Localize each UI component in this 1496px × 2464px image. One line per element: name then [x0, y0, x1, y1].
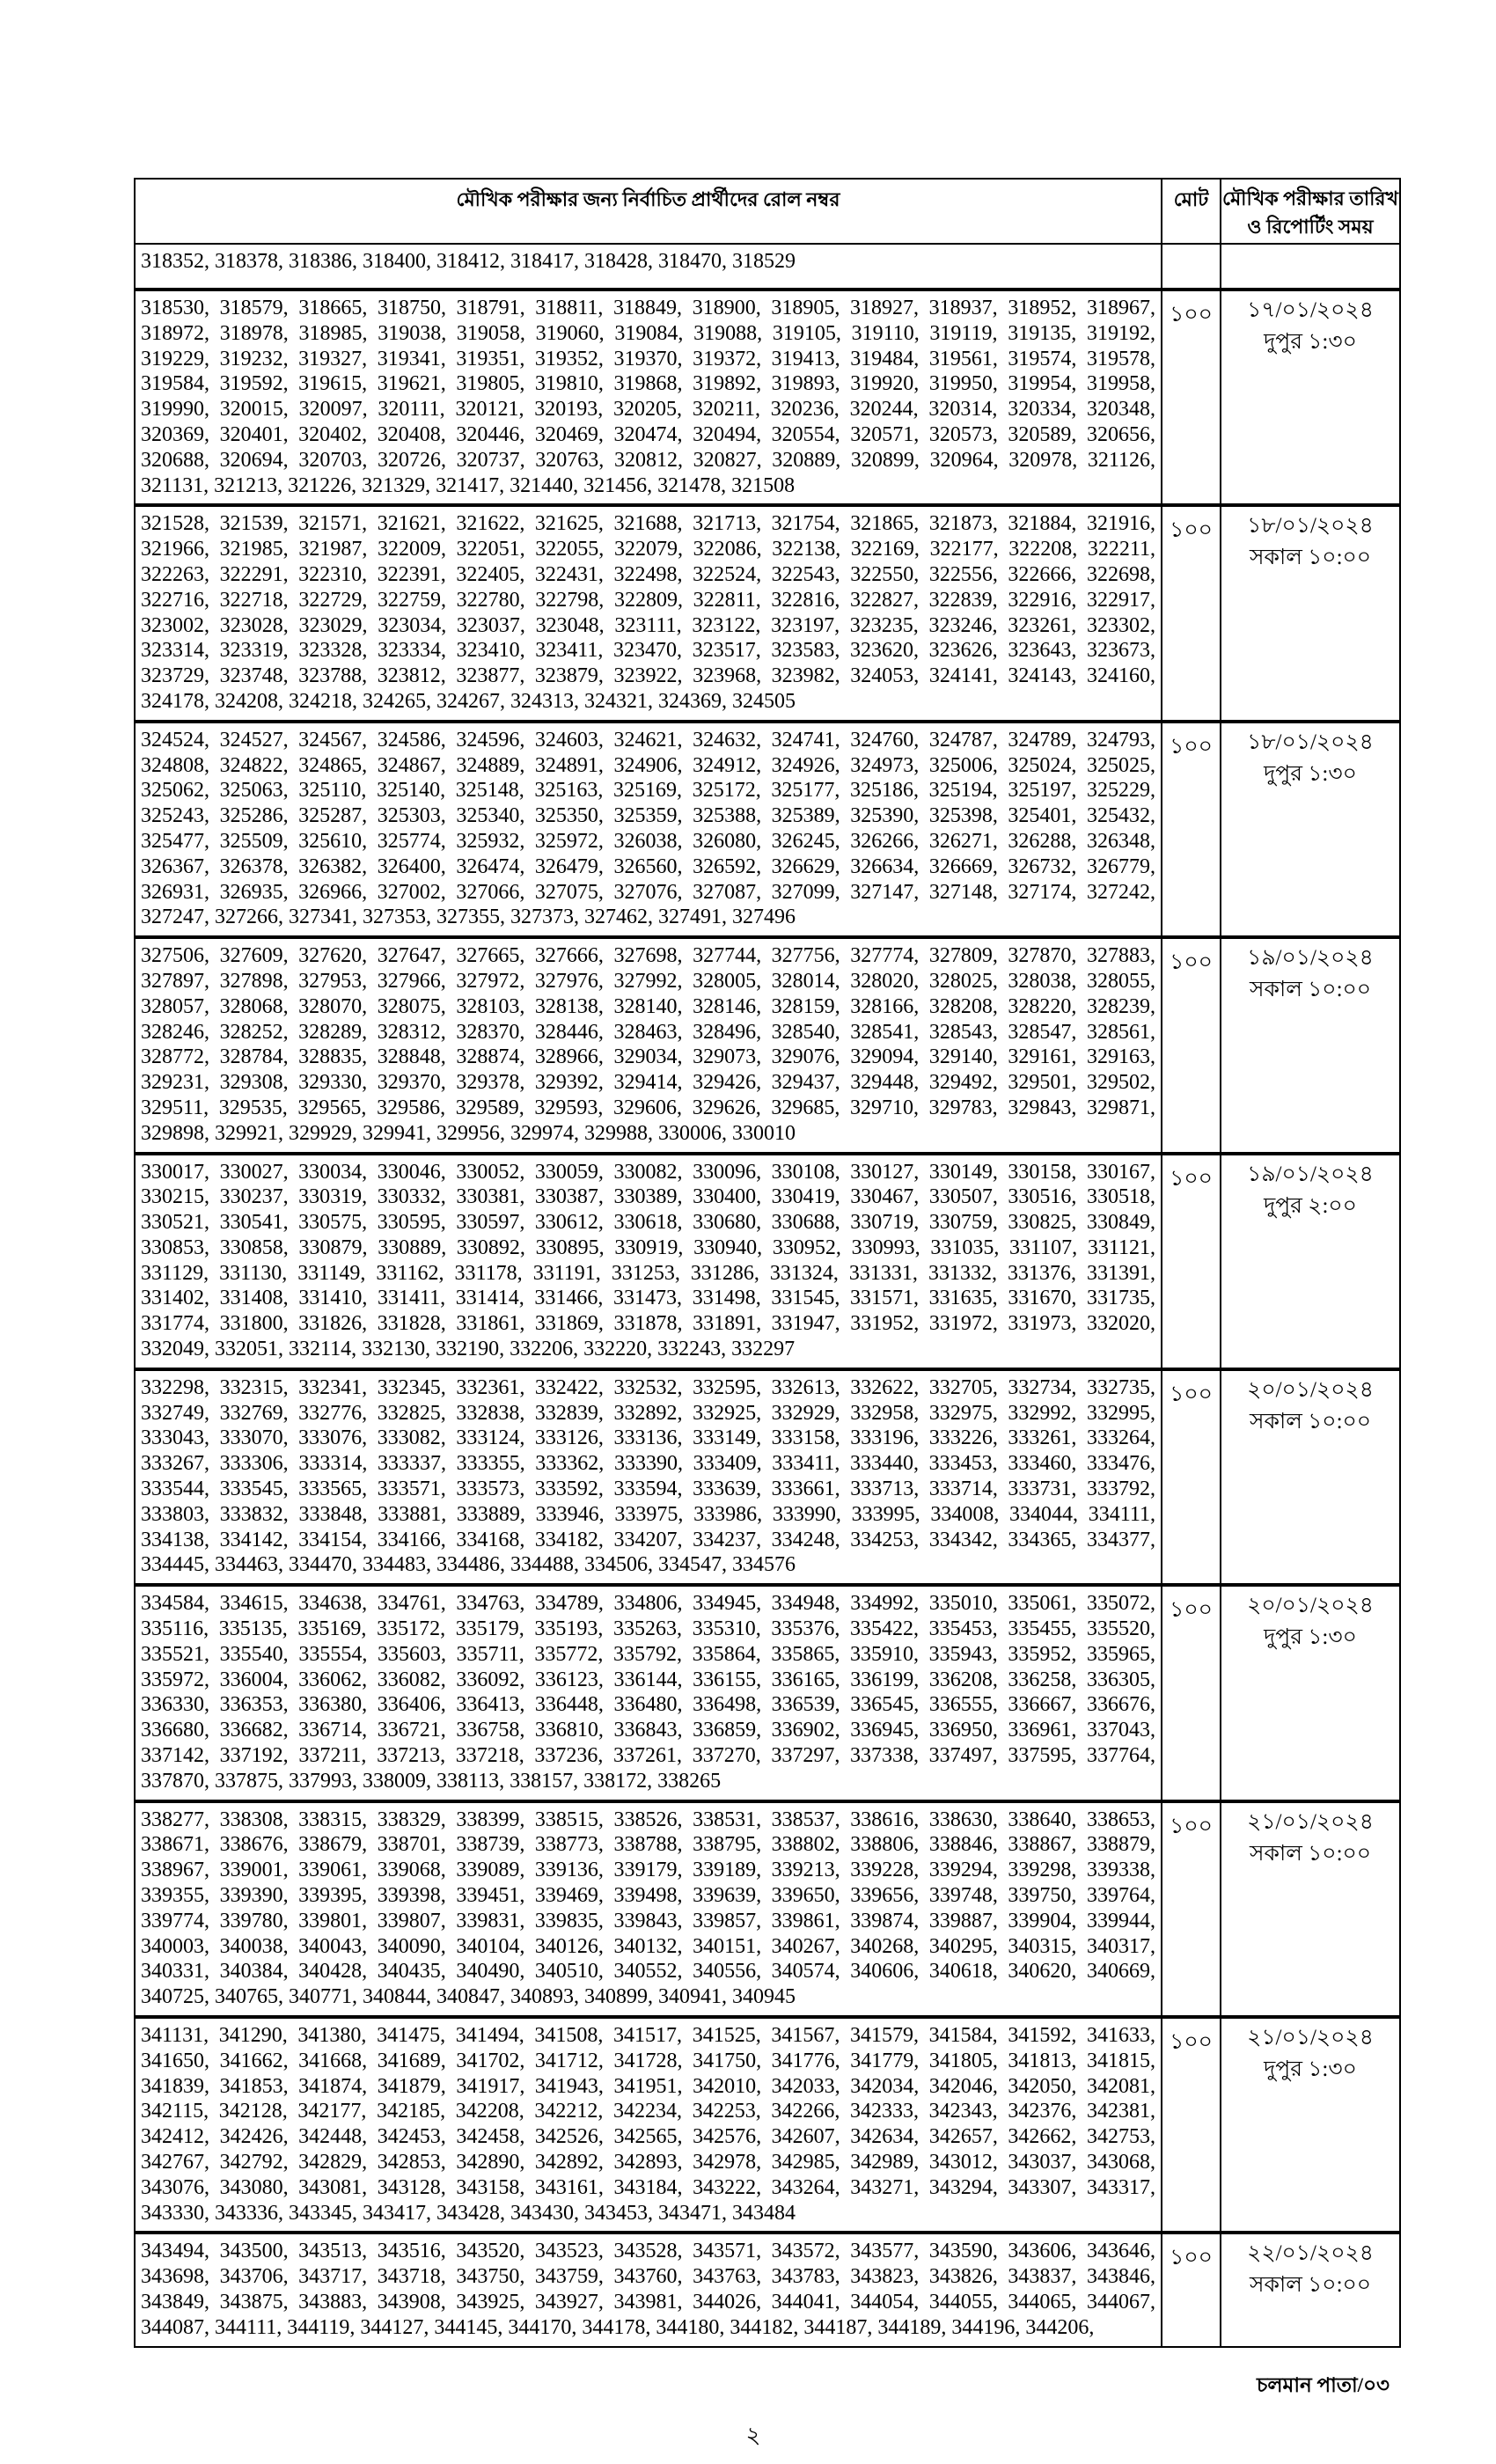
- roll-numbers-cell: 330017, 330027, 330034, 330046, 330052, 330059, 330082, 330096, 330108, 330127, 330149, 330158, 330167, 330215, 330237, 330319, 330332, 330381, 330387, 330389, 330400, 330419, 330467, 330507, 330516, 330518, 330521, 330541, 330575, 330595, 330597, 330612, 330618, 330680, 330688, 330719, 330759, 330825, 330849, 330853, 330858, 330879, 330889, 330892, 330895, 330919, 330940, 330952, 330993, 331035, 331107, 331121, 331129, 331130, 331149, 331162, 331178, 331191, 331253, 331286, 331324, 331331, 331332, 331376, 331391, 331402, 331408, 331410, 331411, 331414, 331466, 331473, 331498, 331545, 331571, 331635, 331670, 331735, 331774, 331800, 331826, 331828, 331861, 331869, 331878, 331891, 331947, 331952, 331972, 331973, 332020, 332049, 332051, 332114, 332130, 332190, 332206, 332220, 332243, 332297: [135, 1154, 1162, 1369]
- interview-date: ২০/০১/২০২৪: [1247, 1594, 1374, 1618]
- interview-date-cell: [1221, 937, 1400, 1153]
- header-total: মোট: [1162, 179, 1221, 244]
- interview-group-row: [135, 505, 1400, 721]
- interview-date: ২১/০১/২০২৪: [1247, 1809, 1374, 1834]
- header-date-line1: মৌখিক পরীক্ষার তারিখ: [1222, 187, 1398, 209]
- interview-group-row: [135, 722, 1400, 937]
- interview-date-cell: [1221, 505, 1400, 721]
- roll-numbers-cell: 332298, 332315, 332341, 332345, 332361, 332422, 332532, 332595, 332613, 332622, 332705, 332734, 332735, 332749, 332769, 332776, 332825, 332838, 332839, 332892, 332925, 332929, 332958, 332975, 332992, 332995, 333043, 333070, 333076, 333082, 333124, 333126, 333136, 333149, 333158, 333196, 333226, 333261, 333264, 333267, 333306, 333314, 333337, 333355, 333362, 333390, 333409, 333411, 333440, 333453, 333460, 333476, 333544, 333545, 333565, 333571, 333573, 333592, 333594, 333639, 333661, 333713, 333714, 333731, 333792, 333803, 333832, 333848, 333881, 333889, 333946, 333975, 333986, 333990, 333995, 334008, 334044, 334111, 334138, 334142, 334154, 334166, 334168, 334182, 334207, 334237, 334248, 334253, 334342, 334365, 334377, 334445, 334463, 334470, 334483, 334486, 334488, 334506, 334547, 334576: [135, 1369, 1162, 1585]
- interview-date-cell: [1221, 1369, 1400, 1585]
- reporting-time: সকাল ১০:০০: [1249, 2273, 1372, 2298]
- header-roll-numbers: মৌখিক পরীক্ষার জন্য নির্বাচিত প্রার্থীদের রোল নম্বর: [135, 179, 1162, 244]
- reporting-time: সকাল ১০:০০: [1249, 978, 1372, 1002]
- roll-number-table: [134, 178, 1401, 2348]
- header-date-line2: ও রিপোর্টিং সময়: [1247, 216, 1374, 238]
- total-count-cell: ১০০: [1162, 2017, 1221, 2233]
- interview-date: ২০/০১/২০২৪: [1247, 1377, 1374, 1402]
- interview-date-cell: [1221, 1154, 1400, 1369]
- continuation-roll-numbers: 318352, 318378, 318386, 318400, 318412, 318417, 318428, 318470, 318529: [135, 244, 1162, 290]
- reporting-time: দুপুর ১:৩০: [1264, 330, 1357, 354]
- roll-numbers-cell: 324524, 324527, 324567, 324586, 324596, 324603, 324621, 324632, 324741, 324760, 324787, 324789, 324793, 324808, 324822, 324865, 324867, 324889, 324891, 324906, 324912, 324926, 324973, 325006, 325024, 325025, 325062, 325063, 325110, 325140, 325148, 325163, 325169, 325172, 325177, 325186, 325194, 325197, 325229, 325243, 325286, 325287, 325303, 325340, 325350, 325359, 325388, 325389, 325390, 325398, 325401, 325432, 325477, 325509, 325610, 325774, 325932, 325972, 326038, 326080, 326245, 326266, 326271, 326288, 326348, 326367, 326378, 326382, 326400, 326474, 326479, 326560, 326592, 326629, 326634, 326669, 326732, 326779, 326931, 326935, 326966, 327002, 327066, 327075, 327076, 327087, 327099, 327147, 327148, 327174, 327242, 327247, 327266, 327341, 327353, 327355, 327373, 327462, 327491, 327496: [135, 722, 1162, 937]
- reporting-time: দুপুর ১:৩০: [1264, 761, 1357, 786]
- roll-numbers-cell: 321528, 321539, 321571, 321621, 321622, 321625, 321688, 321713, 321754, 321865, 321873, 321884, 321916, 321966, 321985, 321987, 322009, 322051, 322055, 322079, 322086, 322138, 322169, 322177, 322208, 322211, 322263, 322291, 322310, 322391, 322405, 322431, 322498, 322524, 322543, 322550, 322556, 322666, 322698, 322716, 322718, 322729, 322759, 322780, 322798, 322809, 322811, 322816, 322827, 322839, 322916, 322917, 323002, 323028, 323029, 323034, 323037, 323048, 323111, 323122, 323197, 323235, 323246, 323261, 323302, 323314, 323319, 323328, 323334, 323410, 323411, 323470, 323517, 323583, 323620, 323626, 323643, 323673, 323729, 323748, 323788, 323812, 323877, 323879, 323922, 323968, 323982, 324053, 324141, 324143, 324160, 324178, 324208, 324218, 324265, 324267, 324313, 324321, 324369, 324505: [135, 505, 1162, 721]
- interview-group-row: [135, 1154, 1400, 1369]
- interview-date: ২২/০১/২০২৪: [1247, 2241, 1374, 2266]
- interview-date: ১৯/০১/২০২৪: [1247, 1162, 1374, 1186]
- roll-number-table-container: [134, 178, 1399, 2348]
- total-count-cell: ১০০: [1162, 1801, 1221, 2017]
- total-count-cell: ১০০: [1162, 1585, 1221, 1800]
- roll-numbers-cell: 327506, 327609, 327620, 327647, 327665, 327666, 327698, 327744, 327756, 327774, 327809, 327870, 327883, 327897, 327898, 327953, 327966, 327972, 327976, 327992, 328005, 328014, 328020, 328025, 328038, 328055, 328057, 328068, 328070, 328075, 328103, 328138, 328140, 328146, 328159, 328166, 328208, 328220, 328239, 328246, 328252, 328289, 328312, 328370, 328446, 328463, 328496, 328540, 328541, 328543, 328547, 328561, 328772, 328784, 328835, 328848, 328874, 328966, 329034, 329073, 329076, 329094, 329140, 329161, 329163, 329231, 329308, 329330, 329370, 329378, 329392, 329414, 329426, 329437, 329448, 329492, 329501, 329502, 329511, 329535, 329565, 329586, 329589, 329593, 329606, 329626, 329685, 329710, 329783, 329843, 329871, 329898, 329921, 329929, 329941, 329956, 329974, 329988, 330006, 330010: [135, 937, 1162, 1153]
- roll-numbers-cell: 334584, 334615, 334638, 334761, 334763, 334789, 334806, 334945, 334948, 334992, 335010, 335061, 335072, 335116, 335135, 335169, 335172, 335179, 335193, 335263, 335310, 335376, 335422, 335453, 335455, 335520, 335521, 335540, 335554, 335603, 335711, 335772, 335792, 335864, 335865, 335910, 335943, 335952, 335965, 335972, 336004, 336062, 336082, 336092, 336123, 336144, 336155, 336165, 336199, 336208, 336258, 336305, 336330, 336353, 336380, 336406, 336413, 336448, 336480, 336498, 336539, 336545, 336555, 336667, 336676, 336680, 336682, 336714, 336721, 336758, 336810, 336843, 336859, 336902, 336945, 336950, 336961, 337043, 337142, 337192, 337211, 337213, 337218, 337236, 337261, 337270, 337297, 337338, 337497, 337595, 337764, 337870, 337875, 337993, 338009, 338113, 338157, 338172, 338265: [135, 1585, 1162, 1800]
- roll-numbers-cell: 341131, 341290, 341380, 341475, 341494, 341508, 341517, 341525, 341567, 341579, 341584, 341592, 341633, 341650, 341662, 341668, 341689, 341702, 341712, 341728, 341750, 341776, 341779, 341805, 341813, 341815, 341839, 341853, 341874, 341879, 341917, 341943, 341951, 342010, 342033, 342034, 342046, 342050, 342081, 342115, 342128, 342177, 342185, 342208, 342212, 342234, 342253, 342266, 342333, 342343, 342376, 342381, 342412, 342426, 342448, 342453, 342458, 342526, 342565, 342576, 342607, 342634, 342657, 342662, 342753, 342767, 342792, 342829, 342853, 342890, 342892, 342893, 342978, 342985, 342989, 343012, 343037, 343068, 343076, 343080, 343081, 343128, 343158, 343161, 343184, 343222, 343264, 343271, 343294, 343307, 343317, 343330, 343336, 343345, 343417, 343428, 343430, 343453, 343471, 343484: [135, 2017, 1162, 2233]
- reporting-time: সকাল ১০:০০: [1249, 1409, 1372, 1434]
- reporting-time: সকাল ১০:০০: [1249, 1841, 1372, 1866]
- interview-group-row: [135, 2233, 1400, 2346]
- interview-date: ১৯/০১/২০২৪: [1247, 946, 1374, 971]
- interview-group-row: [135, 1369, 1400, 1585]
- page-number: ২: [745, 2423, 761, 2448]
- interview-date-cell: [1221, 290, 1400, 505]
- reporting-time: দুপুর ১:৩০: [1264, 2057, 1357, 2081]
- interview-date: ১৮/০১/২০২৪: [1247, 730, 1374, 754]
- reporting-time: সকাল ১০:০০: [1249, 546, 1372, 570]
- interview-date: ২১/০১/২০২৪: [1247, 2026, 1374, 2050]
- reporting-time: দুপুর ১:৩০: [1264, 1625, 1357, 1650]
- total-count-cell: ১০০: [1162, 937, 1221, 1153]
- continuation-row: [135, 244, 1400, 290]
- total-count-cell: ১০০: [1162, 1154, 1221, 1369]
- total-count-cell: ১০০: [1162, 1369, 1221, 1585]
- continuation-total-empty: [1162, 244, 1221, 290]
- interview-date-cell: [1221, 2233, 1400, 2346]
- interview-date-cell: [1221, 722, 1400, 937]
- table-header-row: [135, 179, 1400, 244]
- interview-group-row: [135, 1585, 1400, 1800]
- total-count-cell: ১০০: [1162, 722, 1221, 937]
- header-date-time: [1221, 179, 1400, 244]
- interview-date-cell: [1221, 2017, 1400, 2233]
- reporting-time: দুপুর ২:০০: [1264, 1193, 1357, 1218]
- total-count-cell: ১০০: [1162, 505, 1221, 721]
- interview-group-row: [135, 290, 1400, 505]
- interview-group-row: [135, 937, 1400, 1153]
- interview-date-cell: [1221, 1801, 1400, 2017]
- roll-numbers-cell: 343494, 343500, 343513, 343516, 343520, 343523, 343528, 343571, 343572, 343577, 343590, 343606, 343646, 343698, 343706, 343717, 343718, 343750, 343759, 343760, 343763, 343783, 343823, 343826, 343837, 343846, 343849, 343875, 343883, 343908, 343925, 343927, 343981, 344026, 344041, 344054, 344055, 344065, 344067, 344087, 344111, 344119, 344127, 344145, 344170, 344178, 344180, 344182, 344187, 344189, 344196, 344206,: [135, 2233, 1162, 2346]
- interview-date: ১৮/০১/২০২৪: [1247, 514, 1374, 539]
- roll-numbers-cell: 338277, 338308, 338315, 338329, 338399, 338515, 338526, 338531, 338537, 338616, 338630, 338640, 338653, 338671, 338676, 338679, 338701, 338739, 338773, 338788, 338795, 338802, 338806, 338846, 338867, 338879, 338967, 339001, 339061, 339068, 339089, 339136, 339179, 339189, 339213, 339228, 339294, 339298, 339338, 339355, 339390, 339395, 339398, 339451, 339469, 339498, 339639, 339650, 339656, 339748, 339750, 339764, 339774, 339780, 339801, 339807, 339831, 339835, 339843, 339857, 339861, 339874, 339887, 339904, 339944, 340003, 340038, 340043, 340090, 340104, 340126, 340132, 340151, 340267, 340268, 340295, 340315, 340317, 340331, 340384, 340428, 340435, 340490, 340510, 340552, 340556, 340574, 340606, 340618, 340620, 340669, 340725, 340765, 340771, 340844, 340847, 340893, 340899, 340941, 340945: [135, 1801, 1162, 2017]
- interview-date: ১৭/০১/২০২৪: [1247, 298, 1374, 322]
- total-count-cell: ১০০: [1162, 2233, 1221, 2346]
- interview-group-row: [135, 1801, 1400, 2017]
- interview-group-row: [135, 2017, 1400, 2233]
- roll-numbers-cell: 318530, 318579, 318665, 318750, 318791, 318811, 318849, 318900, 318905, 318927, 318937, 318952, 318967, 318972, 318978, 318985, 319038, 319058, 319060, 319084, 319088, 319105, 319110, 319119, 319135, 319192, 319229, 319232, 319327, 319341, 319351, 319352, 319370, 319372, 319413, 319484, 319561, 319574, 319578, 319584, 319592, 319615, 319621, 319805, 319810, 319868, 319892, 319893, 319920, 319950, 319954, 319958, 319990, 320015, 320097, 320111, 320121, 320193, 320205, 320211, 320236, 320244, 320314, 320334, 320348, 320369, 320401, 320402, 320408, 320446, 320469, 320474, 320494, 320554, 320571, 320573, 320589, 320656, 320688, 320694, 320703, 320726, 320737, 320763, 320812, 320827, 320889, 320899, 320964, 320978, 321126, 321131, 321213, 321226, 321329, 321417, 321440, 321456, 321478, 321508: [135, 290, 1162, 505]
- continuation-date-empty: [1221, 244, 1400, 290]
- total-count-cell: ১০০: [1162, 290, 1221, 505]
- interview-date-cell: [1221, 1585, 1400, 1800]
- continued-page-note: চলমান পাতা/০৩: [1257, 2374, 1390, 2396]
